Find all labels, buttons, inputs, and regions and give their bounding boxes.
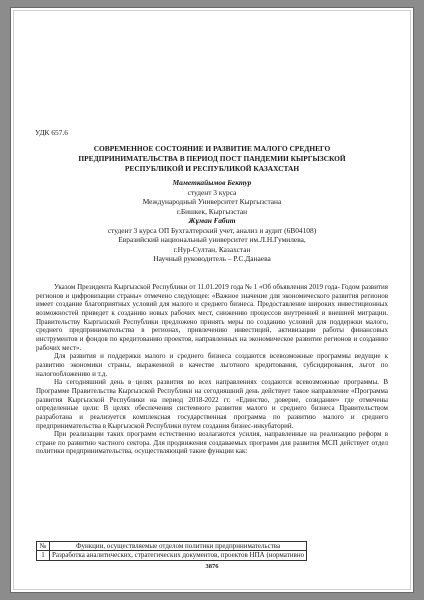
author-detail: Научный руководитель – Р.С.Данаева xyxy=(153,254,271,264)
author-block-2 xyxy=(31,216,393,264)
udk-code: УДК 657.6 xyxy=(35,128,68,137)
page-number: 3876 xyxy=(205,563,219,570)
paragraph: При реализации таких программ естественно возлагаются усилия, направленные на реализацию реформ в стране по развитию частного сектора. Для продвижения создаваемых программ для развития МСП действует отдел политики предпринимательства, осуществляющий такие функции как: xyxy=(36,430,388,456)
body-text xyxy=(36,283,388,456)
functions-table xyxy=(36,541,307,561)
table-cell: Разработка аналитических, стратегических документов, проектов НПА (нормативно xyxy=(50,551,307,560)
author-detail: студент 3 курса xyxy=(187,187,237,197)
author-block-1 xyxy=(51,178,373,216)
article-title xyxy=(31,144,393,175)
author-name: Жұман Ғабит xyxy=(188,216,236,225)
table-header-cell: № xyxy=(37,542,50,551)
title-line: ПРЕДПРИНИМАТЕЛЬСТВА В ПЕРИОД ПОСТ ПАНДЕМИИ КЫРГЫЗСКОЙ xyxy=(78,154,346,164)
table-cell: 1 xyxy=(37,551,50,560)
author-detail: студент 3 курса ОП Бухгалтерский учет, анализ и аудит (6В04108) xyxy=(107,225,317,235)
table-header-row xyxy=(37,542,307,551)
author-detail: г.Нур-Султан, Казахстан xyxy=(173,244,251,254)
table-header-cell: Функции, осуществляемые отделом политики предпринимательства xyxy=(50,542,307,551)
title-line: РЕСПУБЛИКОЙ И РЕСПУБЛИКОЙ КАЗАХСТАН xyxy=(124,164,300,174)
paragraph: Для развития и поддержки малого и среднего бизнеса создаются всевозможные программы ведущие к развитию экономики страны, выраженной в качестве льготного кредитования, субсидирования, льгот по налогообложению и т.д. xyxy=(36,352,388,378)
table-row xyxy=(37,551,307,560)
author-detail: г.Бишкек, Кыргызстан xyxy=(176,206,248,216)
paragraph: На сегодняшний день в целях развития во всех направлениях создаются всевозможные программы. В Программе Правительства Кыргызской Республики на сегодняшний день действует такое направление «Программа развития Кыргызской Республики на период 2018-2022 гг. «Единство, доверие, созидание» где отмечены определенные цели: В целях обеспечения системного развития малого и среднего бизнеса Правительством разработана и реализуется комплексная государственная программа по развитию малого и среднего предпринимательства в Кыргызской Республики путем создания бизнес-инкубаторий. xyxy=(36,378,388,430)
paragraph: Указом Президента Кыргызской Республики от 11.01.2019 года № 1 «Об объявления 2019 года- Годом развития регионов и цифровизации страны» отмечено следующее: «Важное значение для экономического развития регионов имеет создание благоприятных условий для малого и среднего бизнеса. Предоставление широких инвестиционных возможностей приведет к созданию новых рабочих мест, снижению процессов внутренней и внешней миграции. Правительству Кыргызской Республики предложено принять меры по созданию условий для поддержки малого, среднего предпринимательства в регионах, привлечению инвестиций, активизации работы финансовых инструментов и фондов по кредитованию проектов, направленных на экономическое развитие регионов и созданию рабочих мест». xyxy=(36,283,388,352)
author-detail: Международный Университет Кыргызстана xyxy=(142,197,282,207)
author-detail: Евразийский национальный университет им.Л.Н.Гумилева, xyxy=(118,235,306,245)
document-page xyxy=(10,7,414,593)
author-name: Маметкайымов Бектур xyxy=(172,178,252,187)
title-line: СОВРЕМЕННОЕ СОСТОЯНИЕ И РАЗВИТИЕ МАЛОГО СРЕДНЕГО xyxy=(93,144,331,153)
